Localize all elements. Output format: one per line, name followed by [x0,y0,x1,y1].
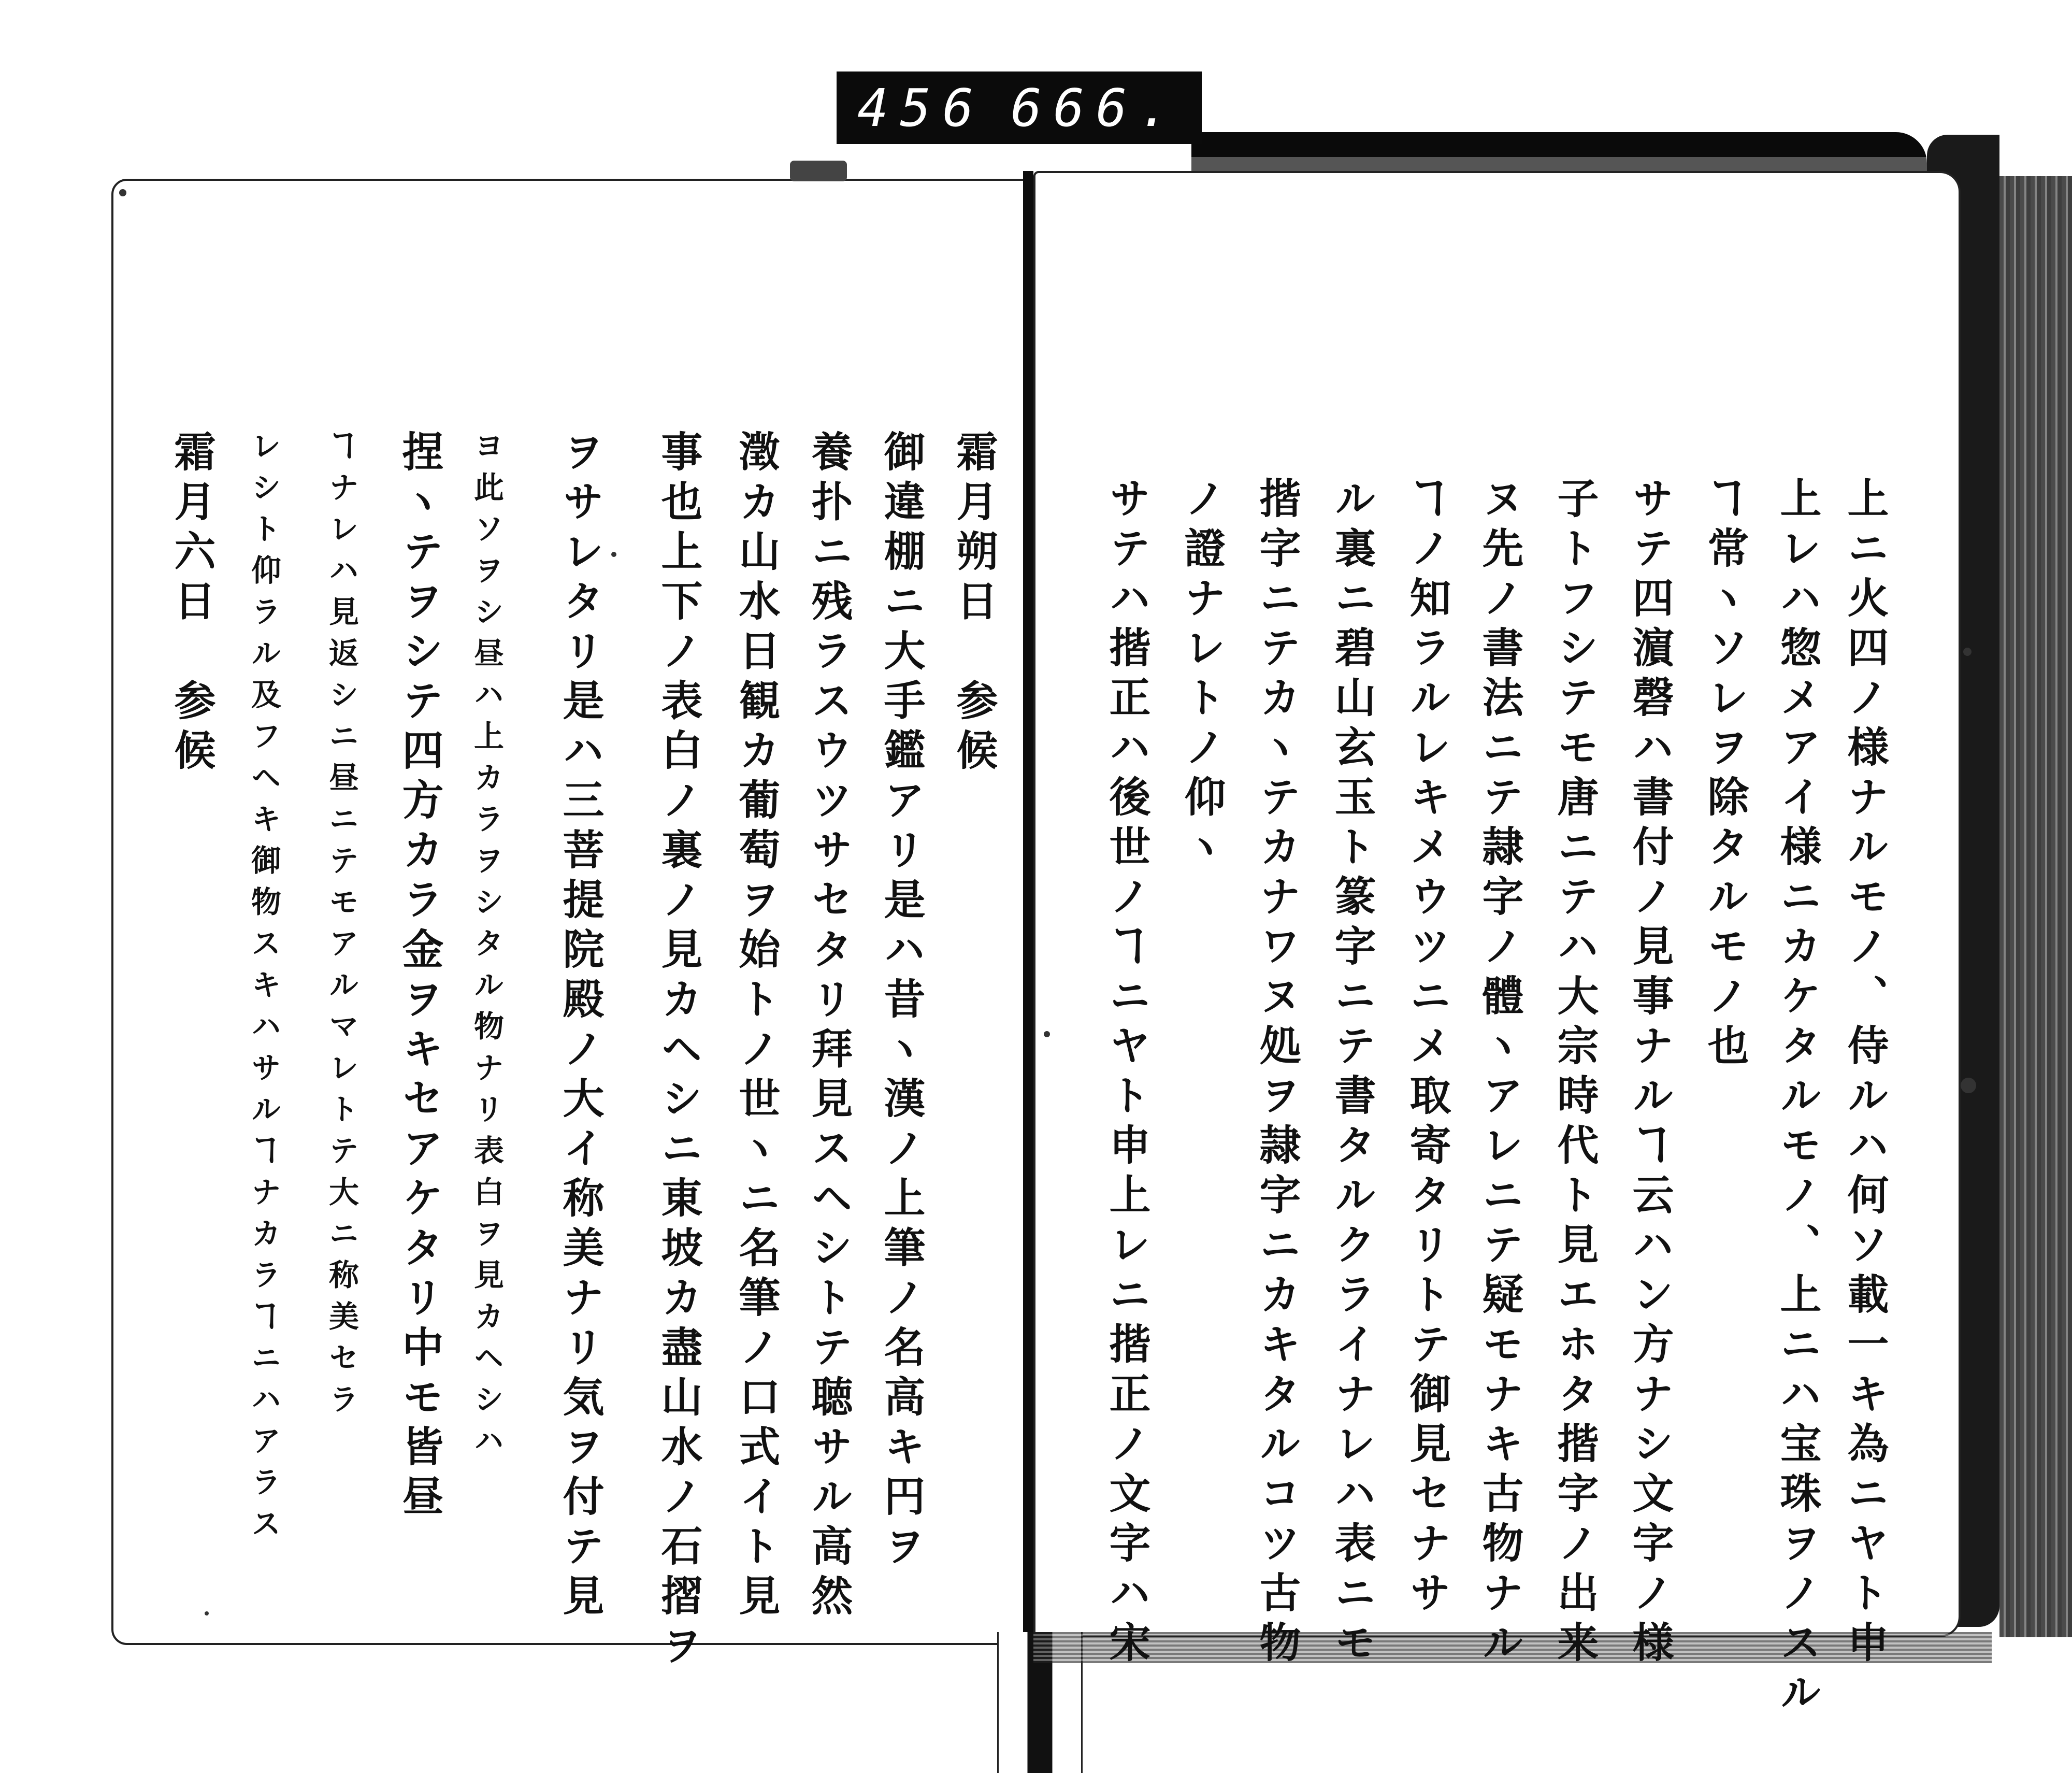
right-page-column-10: ノ證ナレトノ仰ヽ [1177,477,1226,875]
left-page-column-4: 澂カ山水日観カ葡萄ヲ始トノ世ヽニ名筆ノ口式イト見 [732,430,781,1624]
right-page-column-6: ヌ先ノ書法ニテ隷字ノ體ヽアレニテ疑モナキ古物ナル [1475,477,1524,1670]
scan-speck [205,1611,209,1615]
right-page-column-1: 上ニ火四ノ様ナルモノ、侍ルハ何ソ載一キ為ニヤト申 [1840,477,1889,1670]
right-page-column-2: 上レハ惣メアイ様ニカケタルモノ、上ニハ宝珠ヲノスル [1773,477,1822,1720]
left-page-column-8: 捏ヽテヲシテ四方カラ金ヲキセアケタリ中モ皆昼 [395,430,444,1524]
left-page-column-7: ヨ此ソヲシ昼ハ上カラヲシタル物ナリ表白ヲ見カヘシハ [469,430,504,1466]
right-page-column-4: サテ四濵磬ハ書付ノ見事ナルヿ云ハン方ナシ文字ノ様 [1625,477,1674,1670]
right-page-column-11: サテハ揩正ハ後世ノヿニヤト申上レニ揩正ノ文字ハ宋 [1102,477,1151,1670]
left-page-column-3: 養扑ニ残ラスウツサセタリ拜見スヘシトテ聴サル高然 [804,430,853,1624]
right-page-column-9: 揩字ニテカヽテカナワヌ処ヲ隷字ニカキタルコツ古物 [1253,477,1301,1670]
left-page-column-10: レシト仰ラル及フヘキ御物スキハサルヿナカラヿニハアラス [246,430,281,1549]
right-page-column-8: ル裏ニ碧山玄玉ト篆字ニテ書タルクライナレハ表ニモ [1328,477,1376,1670]
frame-number-label [837,72,1202,144]
frame-number-left: 456 [857,77,985,138]
left-page-column-2: 御違棚ニ大手鑑アリ是ハ昔ヽ漢ノ上筆ノ名高キ円ヲ [877,430,926,1574]
scan-speck [1963,648,1972,656]
left-page-column-5: 事也上下ノ表白ノ裏ノ見カヘシニ東坡カ盡山水ノ石摺ヲ [654,430,703,1674]
left-page-column-1: 霜月朔日 参候 [949,430,998,778]
book-cover-top-edge [1191,132,1927,174]
left-page-column-11: 霜月六日 参候 [167,430,216,778]
book-gutter [1023,171,1033,1773]
scan-speck [1044,1031,1050,1037]
scan-speck [1961,1078,1976,1093]
frame-number-right: 666. [1011,77,1181,138]
left-page-column-6: ヲサレタリ是ハ三菩提院殿ノ大イ称美ナリ気ヲ付テ見 [556,430,605,1624]
page-tab [790,161,847,181]
right-page-column-7: ヿノ知ラルレキメウツニメ取寄タリトテ御見セナサ [1403,477,1451,1621]
scan-speck [119,189,126,196]
right-page-column-5: 子トフシテモ唐ニテハ大宗時代ト見エホタ揩字ノ出来 [1550,477,1599,1670]
scan-speck [611,552,616,557]
page-stack-edge [1999,176,2072,1637]
left-page-column-9: ヿナレハ見返シニ昼ニテモアルマレトテ大ニ称美セラ [324,430,359,1425]
right-page-column-3: ヿ常ヽソレヲ除タルモノ也 [1701,477,1749,1074]
